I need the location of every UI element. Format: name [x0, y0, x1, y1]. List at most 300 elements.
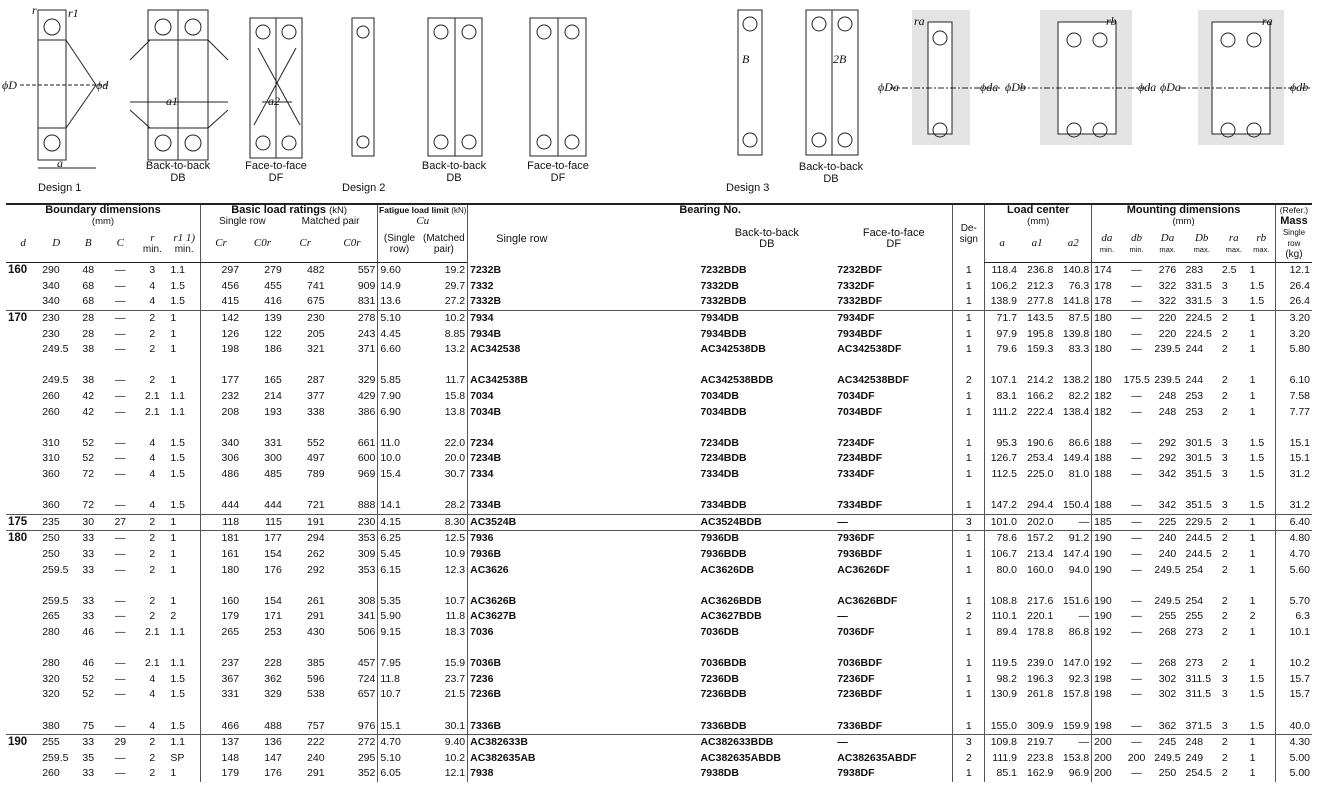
table-row: [6, 734, 1312, 750]
gap-cell: [468, 703, 699, 719]
table-cell: 7936DF: [835, 531, 953, 547]
table-cell: 757: [307, 719, 325, 732]
table-cell: 15.1: [1275, 451, 1312, 467]
table-cell: 2.1: [145, 657, 160, 670]
cell-bore: [6, 342, 40, 358]
table-row: [6, 467, 1312, 483]
table-cell: 7936: [468, 531, 699, 547]
table-cell: 190: [1092, 562, 1122, 578]
table-cell: 33: [72, 531, 104, 547]
table-cell: —: [1131, 610, 1142, 623]
col-a2: [1055, 227, 1091, 263]
table-cell: —: [1131, 625, 1142, 638]
table-cell: 7.58: [1275, 389, 1312, 405]
table-cell: 1: [1249, 751, 1256, 764]
table-cell: —: [1131, 264, 1142, 277]
table-cell: 261: [307, 594, 325, 607]
hdr-boundary-unit-text: (mm): [91, 216, 115, 227]
gap-cell: [72, 358, 104, 374]
row-gap: [6, 358, 1312, 374]
table-cell: 31.2: [1275, 467, 1312, 483]
table-cell: 177: [241, 531, 284, 547]
table-cell: 48: [82, 264, 95, 277]
gap-cell: [1019, 703, 1055, 719]
gap-cell: [421, 703, 468, 719]
sym-B: B: [742, 52, 750, 66]
table-cell: 386: [357, 405, 376, 418]
table-cell: 969: [357, 468, 376, 481]
gap-cell: [241, 482, 284, 498]
table-row: [6, 625, 1312, 641]
gap-cell: [1019, 358, 1055, 374]
col-Da-text: Da: [1160, 231, 1175, 244]
bearing-diagrams: [0, 0, 1318, 200]
gap-cell: [72, 420, 104, 436]
gap-cell: [6, 703, 40, 719]
table-cell: 456: [200, 279, 241, 295]
gap-cell: [327, 703, 378, 719]
gap-cell: [6, 578, 40, 594]
table-cell: 2: [1221, 390, 1228, 403]
table-cell: 1.5: [1249, 499, 1265, 512]
table-cell: 42: [82, 390, 95, 403]
cell-bore: [6, 451, 40, 467]
table-cell: 1: [1248, 310, 1276, 326]
table-cell: 214: [264, 390, 282, 403]
cell-bore: [6, 498, 40, 514]
gap-cell: [327, 640, 378, 656]
gap-cell: [1184, 640, 1220, 656]
table-cell: 1.5: [170, 499, 185, 512]
col-a: [985, 227, 1019, 263]
table-cell: 185: [1092, 514, 1122, 531]
table-cell: 4.80: [1275, 531, 1312, 547]
table-cell: 188: [1092, 436, 1122, 452]
gap-cell: [421, 640, 468, 656]
table-cell: AC3627B: [468, 609, 699, 625]
table-cell: 15.1: [378, 718, 421, 734]
table-cell: 106.2: [985, 279, 1019, 295]
table-cell: 10.2: [1275, 656, 1312, 672]
col-Db-text: Db: [1194, 231, 1209, 244]
table-cell: 180: [200, 562, 241, 578]
gap-cell: [953, 358, 985, 374]
table-cell: AC382635AB: [468, 750, 699, 766]
table-cell: 1: [170, 767, 177, 780]
table-cell: 7236: [468, 671, 699, 687]
table-cell: 444: [200, 498, 241, 514]
gap-cell: [168, 578, 200, 594]
table-cell: 2: [1221, 657, 1228, 670]
gap-cell: [200, 640, 241, 656]
sym-a: a: [57, 156, 63, 170]
table-cell: 7234BDB: [700, 452, 747, 465]
table-cell: 7036BDF: [837, 657, 883, 670]
table-cell: 244: [1185, 343, 1204, 356]
table-cell: 2: [1220, 310, 1248, 326]
table-cell: 2: [136, 734, 168, 750]
table-cell: 223.8: [1027, 751, 1054, 764]
table-cell: 294.4: [1027, 499, 1054, 512]
table-cell: 292: [1158, 452, 1177, 465]
table-cell: 205: [307, 327, 325, 340]
table-cell: 291: [307, 610, 325, 623]
gap-cell: [1220, 703, 1248, 719]
table-cell: 1: [953, 294, 985, 310]
table-cell: 122: [264, 327, 282, 340]
gap-cell: [40, 420, 72, 436]
table-cell: 290: [42, 264, 60, 277]
table-cell: 340: [42, 295, 60, 308]
cell-bore: [6, 656, 40, 672]
table-cell: 1: [953, 451, 985, 467]
table-cell: 232: [200, 389, 241, 405]
table-cell: 488: [264, 719, 282, 732]
table-cell: 2: [1249, 610, 1256, 623]
col-r-min: min.: [142, 243, 162, 255]
table-cell: 178.8: [1027, 625, 1054, 638]
table-cell: AC3627BDB: [700, 610, 762, 623]
table-cell: 147.0: [1062, 657, 1090, 670]
label-btb-3-name: Back-to-back: [798, 161, 864, 173]
table-cell: —: [1131, 343, 1142, 356]
gap-cell: [40, 482, 72, 498]
table-cell: 198: [1092, 687, 1122, 703]
gap-cell: [1248, 640, 1276, 656]
table-cell: AC342538B: [468, 373, 699, 389]
table-cell: 6.3: [1275, 609, 1312, 625]
table-cell: 351.5: [1185, 468, 1212, 481]
table-cell: 7036DB: [700, 625, 739, 638]
table-cell: —: [115, 390, 126, 403]
table-cell: 5.70: [1275, 593, 1312, 609]
table-cell: —: [115, 657, 126, 670]
table-cell: 230: [40, 310, 72, 326]
row-gap: [6, 482, 1312, 498]
gap-cell: [698, 420, 835, 436]
table-cell: —: [115, 374, 126, 387]
sym-Da-1: ϕDa: [878, 80, 899, 94]
table-cell: 118.4: [985, 263, 1019, 279]
hdr-load-center-unit-text: (mm): [1027, 216, 1050, 227]
table-cell: 3: [1221, 436, 1228, 449]
table-cell: 1.1: [170, 657, 185, 670]
table-cell: 7934BDF: [837, 327, 883, 340]
col-C0r-text: C0r: [253, 237, 271, 249]
table-cell: 5.00: [1275, 750, 1312, 766]
col-r1: [168, 227, 200, 263]
table-cell: 253: [1185, 405, 1204, 418]
gap-cell: [1184, 420, 1220, 436]
table-cell: 311.5: [1185, 688, 1212, 701]
label-btb-2-code: DB: [446, 172, 462, 184]
table-cell: 138.9: [985, 294, 1019, 310]
hdr-bearing-no-text: Bearing No.: [679, 204, 742, 216]
row-gap: [6, 578, 1312, 594]
hdr-bn-ftf-text: Face-to-face: [862, 227, 925, 240]
table-cell: —: [1131, 499, 1142, 512]
table-cell: —: [1122, 531, 1152, 547]
table-cell: 7936B: [468, 547, 699, 563]
col-ra: [1220, 227, 1248, 263]
table-cell: 30.7: [444, 468, 466, 481]
label-design-3: Design 3: [726, 182, 770, 194]
table-cell: —: [1131, 767, 1142, 780]
label-ftf-1-name: Face-to-face: [245, 160, 307, 172]
table-cell: 1.5: [1249, 452, 1265, 465]
table-cell: 7934: [468, 310, 699, 326]
table-cell: 280: [42, 657, 60, 670]
table-cell: —: [115, 327, 126, 340]
table-cell: 7034DF: [837, 390, 875, 403]
table-cell: 1.1: [170, 625, 185, 638]
gap-cell: [284, 703, 327, 719]
gap-cell: [421, 358, 468, 374]
table-cell: 240: [1158, 547, 1177, 560]
table-cell: AC3524B: [468, 514, 699, 531]
table-cell: 106.7: [985, 547, 1019, 563]
label-btb-3-code: DB: [823, 173, 839, 185]
table-cell: AC3626DB: [700, 563, 755, 576]
gap-cell: [1055, 358, 1091, 374]
table-cell: 71.7: [985, 310, 1019, 326]
table-cell: 85.1: [985, 766, 1019, 782]
table-cell: 177: [200, 373, 241, 389]
table-cell: 1: [170, 327, 177, 340]
table-cell: 3: [1221, 468, 1228, 481]
table-cell: 7334B: [468, 498, 699, 514]
table-cell: 7232BDB: [700, 264, 747, 277]
table-cell: 2: [1221, 625, 1228, 638]
gap-cell: [421, 578, 468, 594]
table-cell: 1: [953, 656, 985, 672]
table-cell: 294: [284, 531, 327, 547]
table-cell: 3.20: [1275, 326, 1312, 342]
table-cell: 329: [264, 688, 282, 701]
gap-cell: [1122, 640, 1152, 656]
table-cell: —: [104, 310, 136, 326]
hdr-load-center: [985, 204, 1092, 216]
table-cell: 126.7: [985, 451, 1019, 467]
table-cell: 68: [82, 279, 95, 292]
gap-cell: [168, 703, 200, 719]
gap-cell: [327, 482, 378, 498]
table-row: [6, 326, 1312, 342]
table-cell: 82.2: [1068, 390, 1090, 403]
table-cell: 160.0: [1027, 563, 1054, 576]
table-cell: —: [1131, 688, 1142, 701]
table-cell: 10.2: [421, 310, 468, 326]
table-cell: 2: [1220, 514, 1248, 531]
table-cell: AC382633BDB: [698, 734, 835, 750]
label-design-2: Design 2: [342, 182, 386, 194]
table-cell: 5.10: [378, 310, 421, 326]
table-cell: 7938DF: [837, 767, 875, 780]
table-row: [6, 547, 1312, 563]
table-cell: 1.5: [1249, 436, 1265, 449]
gap-cell: [468, 358, 699, 374]
table-cell: 52: [82, 436, 95, 449]
table-cell: —: [1122, 734, 1152, 750]
gap-cell: [985, 420, 1019, 436]
table-cell: 1: [953, 531, 985, 547]
table-cell: 7232B: [468, 263, 699, 279]
table-cell: 7332BDF: [837, 295, 883, 308]
table-cell: 11.8: [378, 671, 421, 687]
table-cell: 1.5: [1249, 279, 1265, 292]
table-cell: 159.3: [1027, 343, 1054, 356]
cell-bore: [6, 562, 40, 578]
table-cell: 224.5: [1184, 310, 1220, 326]
table-cell: 1: [170, 374, 177, 387]
hdr-boundary: [6, 204, 200, 216]
table-cell: 6.05: [378, 766, 421, 782]
table-cell: 68: [82, 295, 95, 308]
table-cell: 111.2: [985, 404, 1019, 420]
table-cell: —: [837, 610, 848, 623]
table-cell: AC3626BDF: [837, 594, 898, 607]
table-cell: 278: [327, 310, 378, 326]
table-cell: —: [1131, 672, 1142, 685]
gap-cell: [1122, 578, 1152, 594]
table-cell: 485: [264, 468, 282, 481]
gap-cell: [378, 420, 421, 436]
gap-cell: [835, 640, 953, 656]
table-cell: 2: [1221, 327, 1228, 340]
table-cell: 2: [1220, 531, 1248, 547]
table-cell: 5.85: [378, 373, 421, 389]
table-cell: 33: [82, 767, 95, 780]
table-cell: 250: [1158, 767, 1177, 780]
col-C0r-pair: [327, 227, 378, 263]
label-btb-1-name: Back-to-back: [145, 160, 211, 172]
table-cell: 1: [953, 310, 985, 326]
table-cell: 4.15: [378, 514, 421, 531]
table-cell: 260: [42, 390, 60, 403]
cell-bore: [6, 404, 40, 420]
table-cell: 7336BDB: [700, 719, 747, 732]
table-cell: 147: [264, 751, 282, 764]
col-a1-text: a1: [1031, 237, 1043, 249]
gap-cell: [1092, 420, 1122, 436]
table-cell: 10.2: [444, 751, 466, 764]
table-cell: —: [1131, 563, 1142, 576]
table-cell: 15.1: [1275, 436, 1312, 452]
table-cell: 154: [264, 594, 282, 607]
table-cell: 2.5: [1221, 264, 1237, 277]
hdr-bn-ftf: [835, 216, 953, 263]
table-cell: 229.5: [1184, 514, 1220, 531]
table-cell: 306: [200, 451, 241, 467]
gap-cell: [1220, 640, 1248, 656]
table-cell: 188: [1092, 498, 1122, 514]
table-cell: 29: [104, 734, 136, 750]
table-cell: 147.2: [985, 498, 1019, 514]
table-cell: 3: [149, 264, 156, 277]
table-cell: 159.9: [1062, 719, 1090, 732]
table-cell: 360: [42, 499, 60, 512]
table-row: [6, 404, 1312, 420]
col-C0r: [241, 227, 284, 263]
table-cell: 248: [1184, 734, 1220, 750]
gap-cell: [40, 358, 72, 374]
table-cell: 1: [953, 687, 985, 703]
table-cell: 142: [200, 310, 241, 326]
table-cell: 244: [1185, 374, 1204, 387]
table-cell: 42: [82, 405, 95, 418]
table-row: [6, 609, 1312, 625]
table-cell: 12.1: [1275, 263, 1312, 279]
table-cell: 789: [307, 468, 325, 481]
table-cell: 198: [1092, 718, 1122, 734]
gap-cell: [1275, 578, 1312, 594]
gap-cell: [1220, 358, 1248, 374]
gap-cell: [698, 640, 835, 656]
table-cell: 11.8: [445, 610, 466, 623]
table-cell: 171: [264, 610, 282, 623]
table-cell: 1: [1249, 405, 1256, 418]
table-cell: 1.1: [170, 264, 185, 277]
table-cell: 188: [1092, 451, 1122, 467]
gap-cell: [1275, 420, 1312, 436]
cell-bore: [6, 718, 40, 734]
table-cell: 1.5: [1249, 672, 1265, 685]
row-gap: [6, 640, 1312, 656]
table-cell: 10.7: [444, 594, 466, 607]
gap-cell: [136, 482, 168, 498]
gap-cell: [1248, 482, 1276, 498]
cell-bore: [6, 279, 40, 295]
hdr-single-row: Single row: [200, 216, 283, 227]
gap-cell: [1220, 420, 1248, 436]
table-cell: 250: [40, 531, 72, 547]
table-cell: 3: [1221, 295, 1228, 308]
table-cell: AC3626B: [468, 593, 699, 609]
table-cell: 220.1: [1027, 610, 1054, 623]
sym-ra-2: ra: [1262, 14, 1273, 28]
gap-cell: [421, 420, 468, 436]
table-cell: 4: [149, 295, 156, 308]
table-cell: 331: [264, 436, 282, 449]
table-row: [6, 310, 1312, 326]
table-cell: 190.6: [1027, 436, 1054, 449]
table-cell: 2: [1221, 343, 1228, 356]
table-cell: 6.15: [378, 562, 421, 578]
table-cell: 342: [1158, 468, 1177, 481]
table-cell: 302: [1158, 688, 1177, 701]
table-cell: 596: [307, 672, 325, 685]
table-cell: —: [115, 719, 126, 732]
table-cell: 342: [1158, 499, 1177, 512]
sym-Db: ϕDb: [1005, 80, 1026, 94]
gap-cell: [284, 578, 327, 594]
col-a-text: a: [999, 237, 1005, 249]
table-cell: 10.1: [1275, 625, 1312, 641]
table-cell: 111.9: [985, 750, 1019, 766]
table-cell: 157.2: [1019, 531, 1055, 547]
table-cell: 190: [1092, 609, 1122, 625]
table-cell: —: [115, 468, 126, 481]
table-cell: 7336BDF: [837, 719, 883, 732]
table-cell: 7036DF: [837, 625, 875, 638]
hdr-bn-btb-sub: DB: [759, 238, 775, 251]
gap-cell: [327, 358, 378, 374]
gap-cell: [72, 482, 104, 498]
table-cell: 162.9: [1027, 767, 1054, 780]
gap-cell: [1248, 358, 1276, 374]
table-cell: AC342538BDF: [837, 374, 909, 387]
col-Db-max: max.: [1193, 244, 1210, 254]
